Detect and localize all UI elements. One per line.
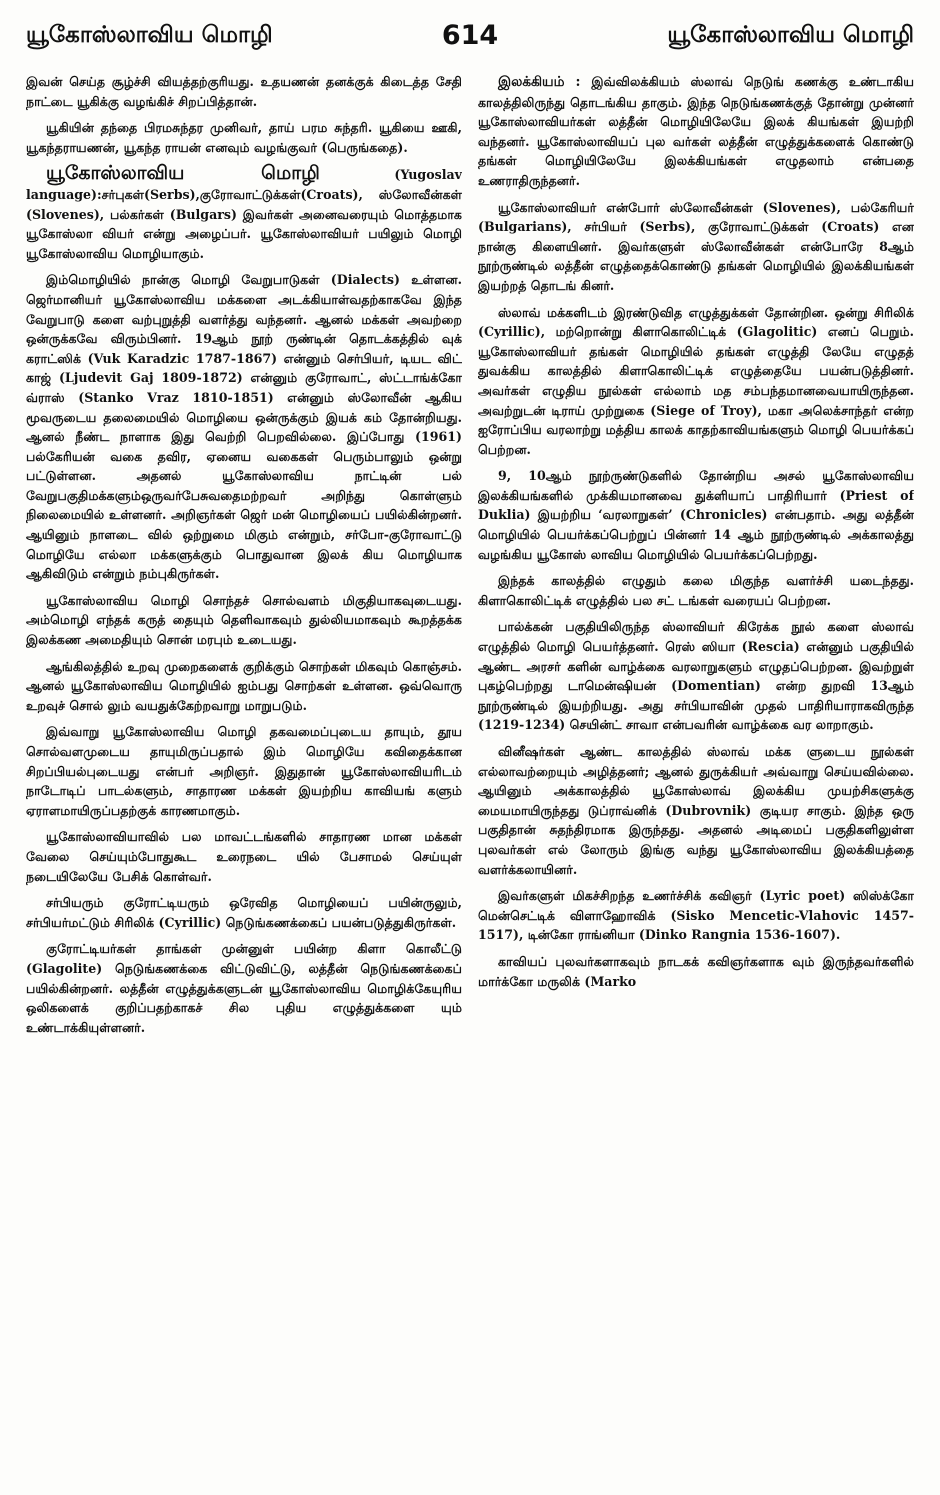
paragraph: யூகோஸ்லாவியாவில் பல மாவட்டங்களில் சாதாரண மான மக்கள் வேலை செய்யும்போதுகூட உரைநடை யில் பேசாமல் செய்யுள் நடையிலேயே பேசிக் கொள்வர். <box>26 829 462 884</box>
left-column <box>26 72 462 1482</box>
paragraph: இவ்வாறு யூகோஸ்லாவிய மொழி தகவமைப்புடைய தாயும், தூய சொல்வளமுடைய தாயுமிருப்பதால் இம் மொழியே கவிதைக்கான சிறப்பியல்புடையது என்பர் அறிஞர். இதுதான் யூகோஸ்லாவியரிடம் நாடோடிப் பாடல்களும், சாதாரண மக்கள் இயற்றிய காவியங் களும் ஏராளமாயிருப்பதற்குக் காரணமாகும். <box>26 724 462 818</box>
paragraph: குரோட்டியர்கள் தாங்கள் முன்னுள் பயின்ற கிளா கொலீட்டு (Glagolite) நெடுங்கணக்கை விட்டுவிட்டு, லத்தீன் நெடுங்கணக்கைப் பயில்கின்றனர். லத்தீன் எழுத்துக்களுடன் யூகோஸ்லாவிய மொழிக்கேயுரிய ஒலிகளைக் குறிப்பதற்காகச் சில புதிய எழுத்துக்களை யும் உண்டாக்கியுள்ளனர். <box>26 941 462 1035</box>
paragraph: சர்பியரும் குரோட்டியரும் ஒரேவித மொழியைப் பயின்ருலும், சர்பியர்மட்டும் சிரிலிக் (Cyrillic) நெடுங்கணக்கைப் பயன்படுத்துகிருர்கள். <box>26 895 462 930</box>
entry-heading: யூகோஸ்லாவிய மொழி <box>46 162 320 185</box>
paragraph: யூகியின் தந்தை பிரமசுந்தர முனிவர், தாய் பரம சுந்தரி. யூகியை ஊகி, யூகந்தராயணன், யூகந்த ராயன் எனவும் வழங்குவர் (பெருங்கதை). <box>26 120 462 155</box>
paragraph: வினீஷர்கள் ஆண்ட காலத்தில் ஸ்லாவ் மக்க ளுடைய நூல்கள் எல்லாவற்றையும் அழித்தனர்; ஆனல் துருக்கியர் அவ்வாறு செய்யவில்லை. ஆயினும் அக்காலத்தில் யூகோஸ்லாவ் இலக்கிய முயற்சிகளுக்கு மையமாயிருந்தது டுப்ராவ்னிக் (Dubrovnik) குடியர சாகும். இந்த ஒரு பகுதிதான் சுதந்திரமாக இருந்தது. அதனல் அடிமைப் பகுதிகளிலுள்ள புலவர்கள் எல் லோரும் இங்கு வந்து யூகோஸ்லாவிய இலக்கியத்தை வளர்க்கலாயினர். <box>478 744 914 877</box>
paragraph: இந்தக் காலத்தில் எழுதும் கலை மிகுந்த வளர்ச்சி யடைந்தது. கிளாகொலிட்டிக் எழுத்தில் பல சட் டங்கள் வரையப் பெற்றன. <box>478 573 914 608</box>
section-text: இவ்விலக்கியம் ஸ்லாவ் நெடுங் கணக்கு உண்டாகிய காலத்திலிருந்து தொடங்கிய தாகும். இந்த நெடுங்கணக்குத் தோன்று முன்னர் யூகோஸ்லாவியர்கள் லத்தீன் மொழியிலேயே இலக் கியங்கள் இயற்றி வந்தனர். யூகோஸ்லாவியப் புல வர்கள் லத்தீன் எழுத்துக்களைக் கொண்டு தங்கள் மொழியிலேயே இலக்கியங்கள் எழுதலாம் என்பதை உணராதிருந்தனர். <box>478 74 914 188</box>
entry-text: (Yugoslav language):சர்புகள்(Serbs),குரோவாட்டுக்கள்(Croats), ஸ்லோவீன்கள் (Slovenes), பல்கர்கள் (Bulgars) இவர்கள் அனைவரையும் மொத்தமாக யூகோஸ்லா வியர் என்று அழைப்பர். யூகோஸ்லாவியர் பயிலும் மொழி யூகோஸ்லாவிய மொழியாகும். <box>26 167 462 261</box>
paragraph: ஸ்லாவ் மக்களிடம் இரண்டுவித எழுத்துக்கள் தோன்றின. ஒன்று சிரிலிக் (Cyrillic), மற்றொன்று கிளாகொலிட்டிக் (Glagolitic) எனப் பெறும். யூகோஸ்லாவியர் தங்கள் மொழியில் தங்கள் எழுத்தி லேயே எழுதத் துவக்கிய காலத்தில் கிளாகொலிட்டிக் எழுத்தையே பயன்படுத்தினர். அவர்கள் எழுதிய நூல்கள் எல்லாம் மத சம்பந்தமானவையாயிருந்தன. அவற்றுடன் டிராய் முற்றுகை (Siege of Troy), மகா அலெக்சாந்தர் என்ற ஐரோப்பிய வரலாற்று மத்திய காலக் காதற்காவியங்களும் மொழி பெயர்க்கப் பெற்றன. <box>478 304 914 457</box>
paragraph: காவியப் புலவர்களாகவும் நாடகக் கவிஞர்களாக வும் இருந்தவர்களில் மார்க்கோ மருலிக் (Marko <box>478 953 914 989</box>
page-number: 614 <box>441 20 499 51</box>
entry-paragraph <box>26 164 462 263</box>
paragraph: இவர்களுள் மிகச்சிறந்த உணர்ச்சிக் கவிஞர் (Lyric poet) ஸிஸ்க்கோ மென்செட்டிக் விளாஹோவிக் (Sisko Mencetic-Vlahovic 1457-1517), டின்கோ ராங்னியா (Dinko Rangnia 1536-1607). <box>478 888 914 943</box>
right-column <box>478 72 914 1482</box>
paragraph: இவன் செய்த சூழ்ச்சி வியத்தற்குரியது. உதயணன் தனக்குக் கிடைத்த சேதி நாட்டை யூகிக்கு வழங்கிச் சிறப்பித்தான். <box>26 74 462 109</box>
running-head-right: யூகோஸ்லாவிய மொழி <box>667 22 914 48</box>
page-header <box>0 0 940 62</box>
paragraph: யூகோஸ்லாவியர் என்போர் ஸ்லோவீன்கள் (Slovenes), பல்கேரியர் (Bulgarians), சர்பியர் (Serbs), குரோவாட்டுக்கள் (Croats) என நான்கு கிளையினர். இவர்களுள் ஸ்லோவீன்கள் என்போரே 8ஆம் நூற்ருண்டில் லத்தீன் எழுத்தைக்கொண்டு தங்கள் மொழியில் இலக்கியங்கள் இயற்றத் தொடங் கினர். <box>478 199 914 293</box>
running-head-left: யூகோஸ்லாவிய மொழி <box>26 22 273 48</box>
paragraph: இம்மொழியில் நான்கு மொழி வேறுபாடுகள் (Dialects) உள்ளன. ஜெர்மானியர் யூகோஸ்லாவிய மக்களை அடக்கியாள்வதற்காகவே இந்த வேறுபாடு களை வற்புறுத்தி வளர்த்து வந்தனர். ஆனல் மக்கள் அவற்றை ஒன்ருக்கவே விரும்பினர். 19ஆம் நூற் ருண்டின் தொடக்கத்தில் வுக் கராட்ஸிக் (Vuk Karadzic 1787-1867) என்னும் செர்பியர், டியட விட் காஜ் (Ljudevit Gaj 1809-1872) என்னும் குரோவாட், ஸ்ட்டாங்க்கோ வ்ராஸ் (Stanko Vraz 1810-1851) என்னும் ஸ்லோவீன் ஆகிய மூவருடைய தலைமையில் மொழியை ஒன்ருக்கும் இயக் கம் தோன்றியது. ஆனல் நீண்ட நாளாக இது வெற்றி பெறவில்லை. இப்போது (1961) பல்கேரியன் வகை தவிர, ஏனைய வகைகள் பெரும்பாலும் ஒன்று பட்டுள்ளன. அதனல் யூகோஸ்லாவிய நாட்டின் பல் வேறுபகுதிமக்களும்ஒருவர்பேசுவதைமற்றவர் அறிந்து கொள்ளும் நிலைமையில் உள்ளனர். அறிஞர்கள் ஜெர் மன் மொழியைப் பயில்கின்றனர். ஆயினும் நாளடை வில் ஒற்றுமை மிகும் என்றும், சர்போ-குரோவாட்டு மொழியே எல்லா மக்களுக்கும் பொதுவான இலக் கிய மொழியாக ஆகிவிடும் என்றும் நம்புகிருர்கள். <box>26 272 462 582</box>
paragraph: யூகோஸ்லாவிய மொழி சொந்தச் சொல்வளம் மிகுதியாகவுடையது. அம்மொழி எந்தக் கருத் தையும் தெளிவாகவும் துல்லியமாகவும் கூறத்தக்க இலக்கண அமைதியும் சொன் மரபும் உடையது. <box>26 592 462 648</box>
paragraph: பால்க்கன் பகுதியிலிருந்த ஸ்லாவியர் கிரேக்க நூல் களை ஸ்லாவ் எழுத்தில் மொழி பெயர்த்தனர். ரெஸ் ஸியா (Rescia) என்னும் பகுதியில் ஆண்ட அரசர் களின் வாழ்க்கை வரலாறுகளும் எழுதப்பெற்றன. இவற்றுள் புகழ்பெற்றது டாமென்ஷியன் (Domentian) என்ற துறவி 13ஆம் நூற்ருண்டில் இயற்றியது. அது சர்பியாவின் முதல் பாதிரியாராகவிருந்த (1219-1234) செயின்ட் சாவா என்பவரின் வாழ்க்கை வர லாறாகும். <box>478 619 914 733</box>
paragraph: ஆங்கிலத்தில் உறவு முறைகளைக் குறிக்கும் சொற்கள் மிகவும் கொஞ்சம். ஆனல் யூகோஸ்லாவிய மொழியில் ஐம்பது சொற்கள் உள்ளன. ஒவ்வொரு உறவுச் சொல் லும் வயதுக்கேற்றவாறு மாறுபடும். <box>26 658 462 713</box>
section-heading: இலக்கியம் : <box>498 74 581 90</box>
text-columns <box>26 72 914 1482</box>
paragraph: 9, 10ஆம் நூற்ருண்டுகளில் தோன்றிய அசல் யூகோஸ்லாவிய இலக்கியங்களில் முக்கியமானவை துக்ளியாப் பாதிரியார் (Priest of Duklia) இயற்றிய ‘வரலாறுகள்’ (Chronicles) என்பதாம். அது லத்தீன் மொழியில் பெயர்க்கப்பெற்றுப் பின்னர் 14 ஆம் நூற்ருண்டில் அக்காலத்து வழங்கிய யூகோஸ் லாவிய மொழியில் பெயர்க்கப்பெற்றது. <box>478 468 914 562</box>
section-paragraph <box>478 72 914 191</box>
